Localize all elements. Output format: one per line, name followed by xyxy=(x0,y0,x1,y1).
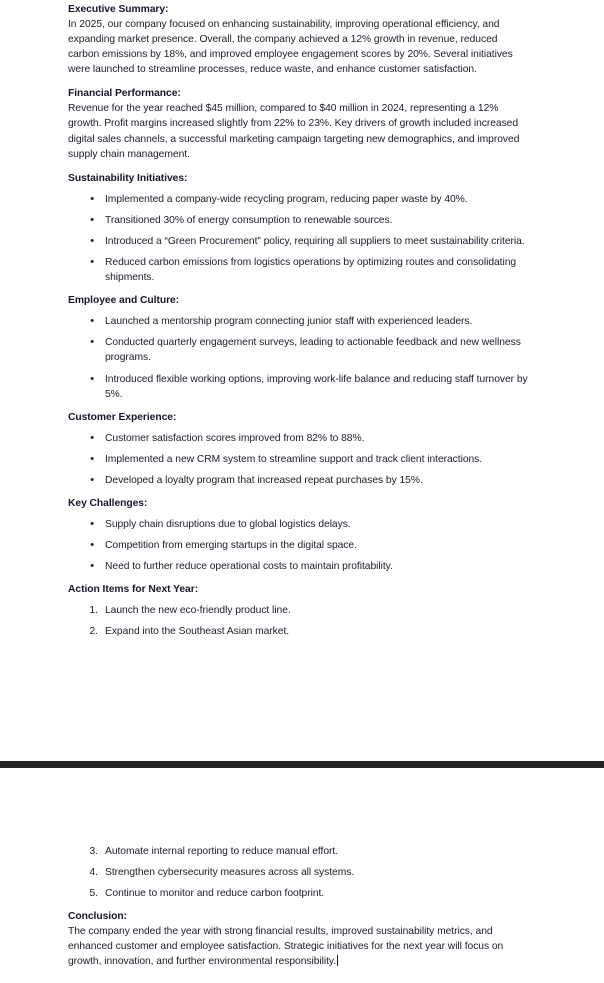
list-item-text: Implemented a new CRM system to streamline support and track client interactions. xyxy=(105,453,483,465)
list-item-text: Introduced flexible working options, improving work-life balance and reducing staff turnover by 5%. xyxy=(105,373,528,400)
list-item-text: Continue to monitor and reduce carbon footprint. xyxy=(105,888,325,900)
list-item-text: Launch the new eco-friendly product line. xyxy=(105,605,291,617)
list-item xyxy=(68,517,528,532)
section-heading: Action Items for Next Year: xyxy=(68,584,199,596)
list-item-text: Reduced carbon emissions from logistics operations by optimizing routes and consolidating shipments. xyxy=(105,257,517,284)
section-executive-summary xyxy=(68,2,528,77)
bullet-marker-icon: • xyxy=(90,234,94,247)
section-sustainability-initiatives xyxy=(68,171,528,285)
section-heading: Sustainability Initiatives: xyxy=(68,172,188,184)
section-paragraph: In 2025, our company focused on enhancing sustainability, improving operational efficiency, and expanding market presence. Overall, the company achieved a 12% growth in revenue, reduced carbon emissions by 18%, and improved employee engagement scores by 20%. Several initiatives were launched to streamline processes, reduce waste, and enhance customer satisfaction. xyxy=(68,19,513,76)
section-conclusion xyxy=(68,909,528,969)
list-item xyxy=(68,314,528,329)
section-action-items xyxy=(68,582,528,639)
section-spacer xyxy=(68,285,528,293)
bullet-marker-icon: • xyxy=(90,336,94,349)
section-spacer xyxy=(68,402,528,410)
number-marker: 3. xyxy=(89,846,98,857)
section-paragraph: Revenue for the year reached $45 million, compared to $40 million in 2024, representing a 12% growth. Profit margins increased slightly from 22% to 23%. Key drivers of growth included increased digital sales channels, a successful marketing campaign targeting new demographics, and improved supply chain management. xyxy=(68,103,520,160)
list-item-text: Launched a mentorship program connecting junior staff with experienced leaders. xyxy=(105,316,473,328)
section-spacer xyxy=(68,901,528,909)
list-item xyxy=(68,538,528,553)
section-financial-performance xyxy=(68,86,528,161)
conclusion-text: The company ended the year with strong financial results, improved sustainability metrics, and enhanced customer and employee satisfaction. Strategic initiatives for the next year will focus on growth, innovation, and further environmental responsibility. xyxy=(68,926,504,968)
numbered-list xyxy=(68,603,528,639)
bullet-list xyxy=(68,431,528,488)
list-item xyxy=(68,844,528,859)
page-break-separator xyxy=(0,761,604,768)
section-heading: Financial Performance: xyxy=(68,88,181,100)
section-heading: Employee and Culture: xyxy=(68,295,180,307)
list-item xyxy=(68,603,528,618)
list-item-text: Competition from emerging startups in the digital space. xyxy=(105,540,357,552)
list-item xyxy=(68,886,528,901)
bullet-marker-icon: • xyxy=(90,473,94,486)
section-spacer xyxy=(68,488,528,496)
list-item-text: Automate internal reporting to reduce manual effort. xyxy=(105,846,339,857)
bullet-marker-icon: • xyxy=(90,431,94,444)
list-item xyxy=(68,213,528,228)
section-spacer xyxy=(68,162,528,171)
bullet-marker-icon: • xyxy=(90,372,94,385)
list-item xyxy=(68,372,528,402)
bullet-marker-icon: • xyxy=(90,517,94,530)
section-spacer xyxy=(68,574,528,582)
bullet-marker-icon: • xyxy=(90,452,94,465)
bullet-marker-icon: • xyxy=(90,256,94,269)
list-item-text: Developed a loyalty program that increased repeat purchases by 15%. xyxy=(105,474,423,486)
list-item-text: Customer satisfaction scores improved from 82% to 88%. xyxy=(105,432,365,444)
bullet-list xyxy=(68,517,528,574)
list-item xyxy=(68,624,528,639)
section-employee-and-culture xyxy=(68,293,528,401)
bullet-marker-icon: • xyxy=(90,315,94,328)
list-item-text: Strengthen cybersecurity measures across all systems. xyxy=(105,867,355,879)
list-item-text: Conducted quarterly engagement surveys, leading to actionable feedback and new wellness programs. xyxy=(105,337,521,364)
bullet-list xyxy=(68,314,528,401)
text-cursor-caret xyxy=(337,955,338,966)
list-item xyxy=(68,473,528,488)
bullet-marker-icon: • xyxy=(90,192,94,205)
numbered-list-continued xyxy=(68,844,528,901)
list-item-text: Implemented a company-wide recycling program, reducing paper waste by 40%. xyxy=(105,193,468,205)
list-item xyxy=(68,559,528,574)
bullet-marker-icon: • xyxy=(90,213,94,226)
number-marker: 1. xyxy=(89,605,98,617)
list-item xyxy=(68,452,528,467)
bullet-marker-icon: • xyxy=(90,539,94,552)
section-heading: Conclusion: xyxy=(68,911,127,923)
section-heading: Customer Experience: xyxy=(68,411,177,423)
list-item-text: Expand into the Southeast Asian market. xyxy=(105,626,290,638)
section-heading: Executive Summary: xyxy=(68,4,169,15)
section-heading: Key Challenges: xyxy=(68,497,148,509)
bullet-list xyxy=(68,192,528,285)
section-paragraph xyxy=(68,924,528,969)
list-item-text: Introduced a “Green Procurement” policy, requiring all suppliers to meet sustainability criteria. xyxy=(105,235,525,247)
number-marker: 5. xyxy=(89,888,98,900)
section-key-challenges xyxy=(68,496,528,574)
section-spacer xyxy=(68,77,528,86)
number-marker: 2. xyxy=(89,626,98,638)
list-item-text: Need to further reduce operational costs to maintain profitability. xyxy=(105,561,393,573)
list-item xyxy=(68,234,528,249)
section-customer-experience xyxy=(68,410,528,488)
bullet-marker-icon: • xyxy=(90,560,94,573)
list-item xyxy=(68,192,528,207)
number-marker: 4. xyxy=(89,867,98,879)
list-item xyxy=(68,255,528,285)
list-item xyxy=(68,335,528,365)
list-item-text: Supply chain disruptions due to global logistics delays. xyxy=(105,518,351,530)
list-item xyxy=(68,865,528,880)
list-item xyxy=(68,431,528,446)
document-page-two[interactable] xyxy=(0,768,604,970)
list-item-text: Transitioned 30% of energy consumption to renewable sources. xyxy=(105,214,393,226)
